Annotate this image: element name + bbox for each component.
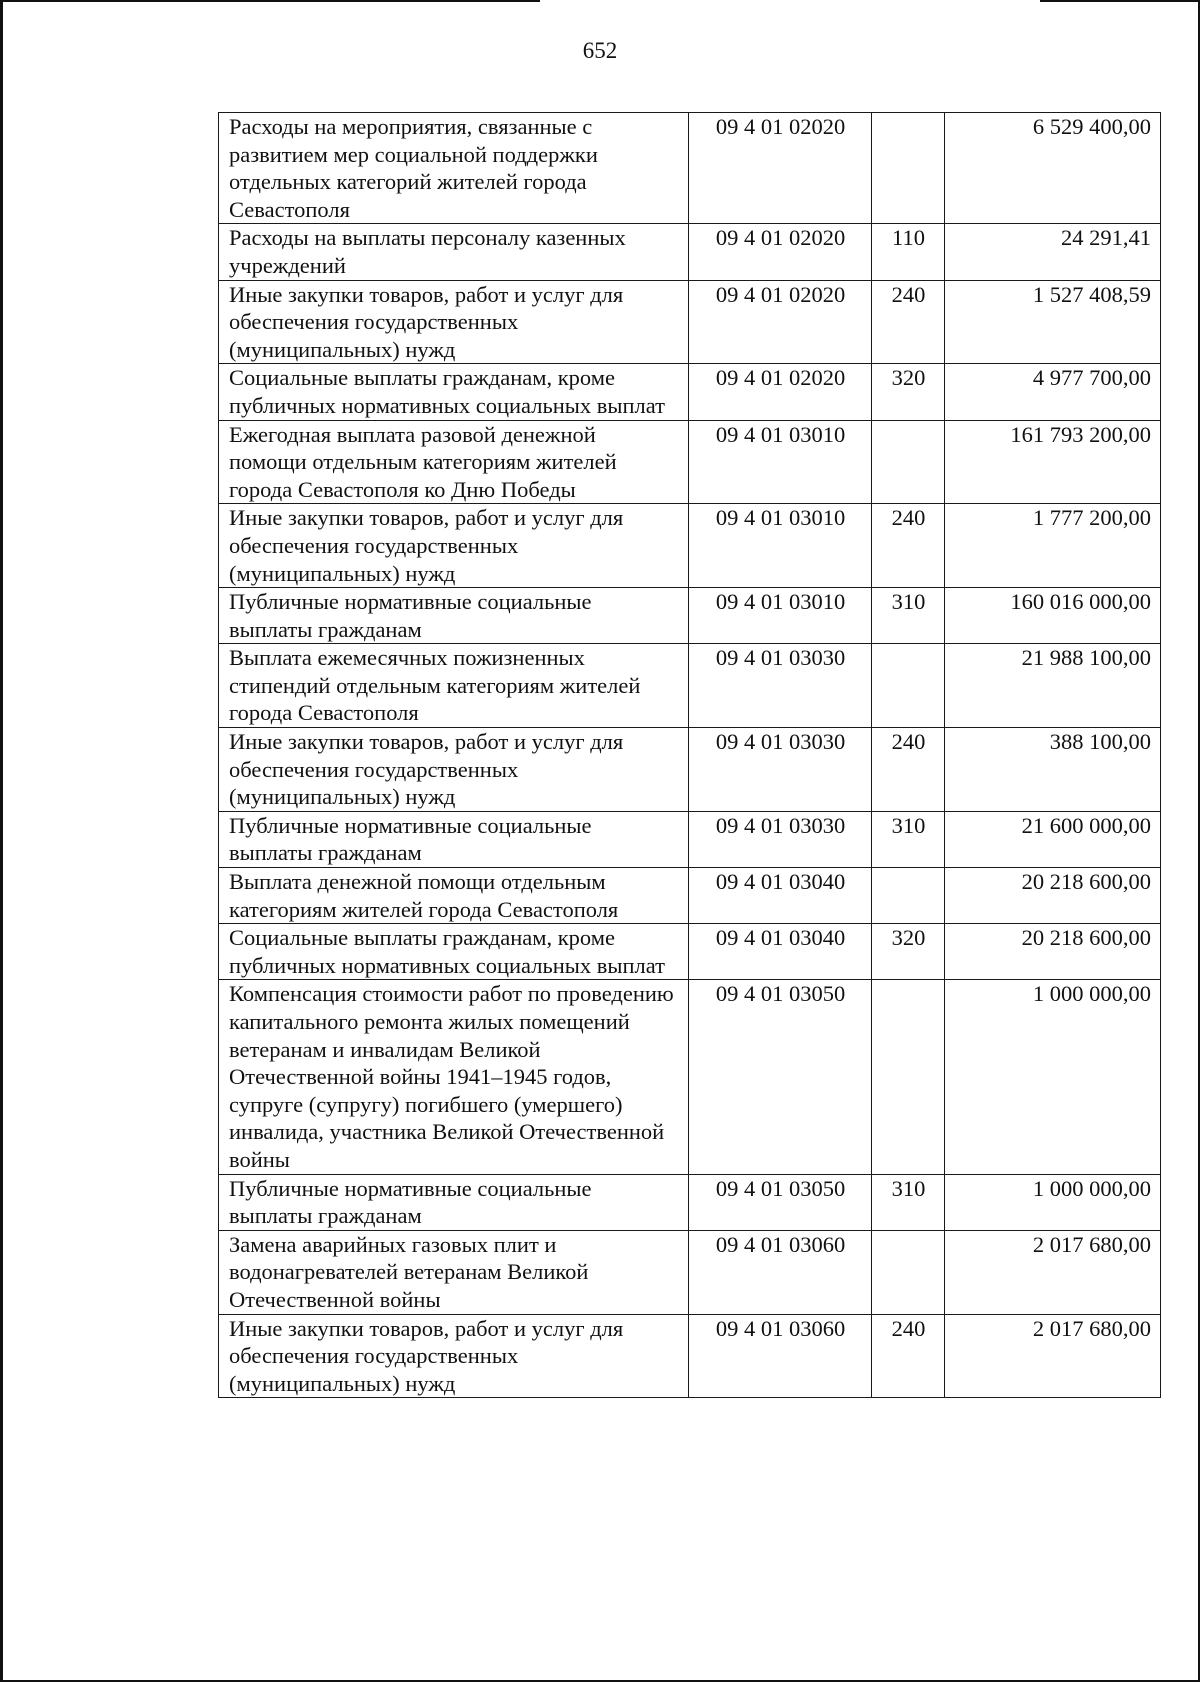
table-row (219, 1174, 1161, 1230)
page-frame-gap (540, 0, 1040, 2)
table-row (219, 113, 1161, 224)
row-name-cell: Ежегодная выплата разовой денежной помощи отдельным категориям жителей города Севастополя ко Дню Победы (219, 420, 689, 504)
row-type-cell (872, 868, 945, 924)
row-amount-cell: 2 017 680,00 (945, 1314, 1161, 1398)
row-name-cell: Иные закупки товаров, работ и услуг для обеспечения государственных (муниципальных) нужд (219, 1314, 689, 1398)
row-type-cell: 240 (872, 504, 945, 588)
table-row (219, 644, 1161, 728)
row-name-cell: Иные закупки товаров, работ и услуг для обеспечения государственных (муниципальных) нужд (219, 504, 689, 588)
row-name-cell: Выплата денежной помощи отдельным категориям жителей города Севастополя (219, 868, 689, 924)
row-code-cell: 09 4 01 03060 (689, 1314, 872, 1398)
row-amount-cell: 21 988 100,00 (945, 644, 1161, 728)
row-code-cell: 09 4 01 03040 (689, 868, 872, 924)
row-amount-cell: 1 527 408,59 (945, 280, 1161, 364)
table-row (219, 811, 1161, 867)
row-type-cell: 240 (872, 1314, 945, 1398)
table-row (219, 588, 1161, 644)
row-type-cell: 310 (872, 588, 945, 644)
table-row (219, 1230, 1161, 1314)
row-amount-cell: 24 291,41 (945, 224, 1161, 280)
row-type-cell: 320 (872, 924, 945, 980)
row-code-cell: 09 4 01 03010 (689, 420, 872, 504)
row-type-cell: 240 (872, 728, 945, 812)
row-name-cell: Компенсация стоимости работ по проведению капитального ремонта жилых помещений ветеранам и инвалидам Великой Отечественной войны 1941–1945 годов, супруге (супругу) погибшего (умершего) инвалида, участника Великой Отечественной войны (219, 980, 689, 1174)
row-amount-cell: 1 000 000,00 (945, 980, 1161, 1174)
row-amount-cell: 2 017 680,00 (945, 1230, 1161, 1314)
table-row (219, 1314, 1161, 1398)
row-amount-cell: 21 600 000,00 (945, 811, 1161, 867)
row-type-cell: 110 (872, 224, 945, 280)
row-type-cell (872, 980, 945, 1174)
page-frame-left (0, 0, 3, 1682)
row-code-cell: 09 4 01 03010 (689, 504, 872, 588)
row-amount-cell: 388 100,00 (945, 728, 1161, 812)
row-code-cell: 09 4 01 02020 (689, 224, 872, 280)
table-row (219, 728, 1161, 812)
row-amount-cell: 161 793 200,00 (945, 420, 1161, 504)
table-row (219, 420, 1161, 504)
row-name-cell: Социальные выплаты гражданам, кроме публичных нормативных социальных выплат (219, 924, 689, 980)
row-code-cell: 09 4 01 03030 (689, 644, 872, 728)
row-code-cell: 09 4 01 02020 (689, 364, 872, 420)
row-type-cell (872, 644, 945, 728)
row-amount-cell: 1 000 000,00 (945, 1174, 1161, 1230)
row-type-cell: 320 (872, 364, 945, 420)
row-code-cell: 09 4 01 03010 (689, 588, 872, 644)
row-name-cell: Публичные нормативные социальные выплаты гражданам (219, 588, 689, 644)
row-type-cell (872, 1230, 945, 1314)
row-code-cell: 09 4 01 03050 (689, 980, 872, 1174)
row-code-cell: 09 4 01 03030 (689, 728, 872, 812)
table-row (219, 364, 1161, 420)
row-amount-cell: 20 218 600,00 (945, 868, 1161, 924)
row-type-cell (872, 113, 945, 224)
row-name-cell: Публичные нормативные социальные выплаты гражданам (219, 1174, 689, 1230)
budget-table (218, 112, 1161, 1398)
row-name-cell: Замена аварийных газовых плит и водонагревателей ветеранам Великой Отечественной войны (219, 1230, 689, 1314)
row-amount-cell: 160 016 000,00 (945, 588, 1161, 644)
row-type-cell: 310 (872, 1174, 945, 1230)
table-row (219, 980, 1161, 1174)
row-name-cell: Расходы на выплаты персоналу казенных учреждений (219, 224, 689, 280)
table-row (219, 924, 1161, 980)
row-name-cell: Социальные выплаты гражданам, кроме публичных нормативных социальных выплат (219, 364, 689, 420)
row-type-cell: 310 (872, 811, 945, 867)
row-amount-cell: 4 977 700,00 (945, 364, 1161, 420)
row-code-cell: 09 4 01 03050 (689, 1174, 872, 1230)
row-type-cell (872, 420, 945, 504)
table-row (219, 868, 1161, 924)
row-name-cell: Иные закупки товаров, работ и услуг для обеспечения государственных (муниципальных) нужд (219, 728, 689, 812)
row-name-cell: Выплата ежемесячных пожизненных стипендий отдельным категориям жителей города Севастополя (219, 644, 689, 728)
row-name-cell: Публичные нормативные социальные выплаты гражданам (219, 811, 689, 867)
row-code-cell: 09 4 01 02020 (689, 280, 872, 364)
table-row (219, 224, 1161, 280)
row-amount-cell: 6 529 400,00 (945, 113, 1161, 224)
row-name-cell: Иные закупки товаров, работ и услуг для обеспечения государственных (муниципальных) нужд (219, 280, 689, 364)
row-amount-cell: 1 777 200,00 (945, 504, 1161, 588)
row-code-cell: 09 4 01 03060 (689, 1230, 872, 1314)
table-row (219, 504, 1161, 588)
row-code-cell: 09 4 01 02020 (689, 113, 872, 224)
row-code-cell: 09 4 01 03040 (689, 924, 872, 980)
page-number: 652 (582, 38, 618, 63)
table-row (219, 280, 1161, 364)
row-amount-cell: 20 218 600,00 (945, 924, 1161, 980)
row-name-cell: Расходы на мероприятия, связанные с развитием мер социальной поддержки отдельных категорий жителей города Севастополя (219, 113, 689, 224)
row-code-cell: 09 4 01 03030 (689, 811, 872, 867)
row-type-cell: 240 (872, 280, 945, 364)
